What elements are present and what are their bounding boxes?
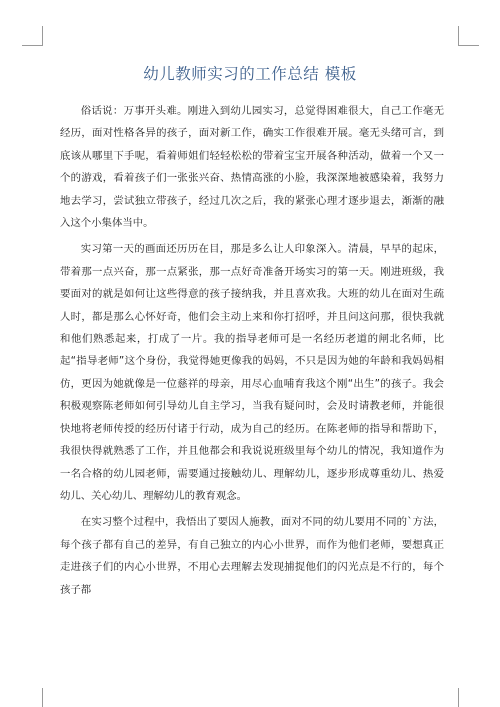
crop-mark-bottom-left xyxy=(42,688,43,707)
crop-mark-top-left xyxy=(42,26,43,46)
crop-mark-top-right-h xyxy=(458,45,479,46)
paragraph-1: 俗话说：万事开头难。刚进入到幼儿园实习，总觉得困难很大，自己工作毫无经历，面对性格各异的孩子，面对新工作，确实工作很难开展。毫无头绪可言，到底该从哪里下手呢，看着师姐们轻轻松松的带着宝宝开展各种活动，做着一个又一个的游戏，看着孩子们一张张兴奋、热情高涨的小脸，我深深地被感染着，我努力地去学习，尝试独立带孩子，经过几次之后，我的紧张心理才逐步退去，渐渐的融入这个小集体当中。 xyxy=(60,105,444,230)
document-title: 幼儿教师实习的工作总结 模板 xyxy=(143,65,357,83)
paragraph-2: 实习第一天的画面还历历在目，那是多么让人印象深入。清晨，早早的起床，带着那一点兴奋，那一点紧张，那一点好奇准备开场实习的第一天。刚进班级，我要面对的就是如何让这些得意的孩子接纳我，并且喜欢我。大班的幼儿在面对生疏人时，都是那么心怀好奇，他们会主动上来和你打招呼，并且问这问那，很快我就和他们熟悉起来，打成了一片。我的指导老师可是一名经历老道的闸北名师，比起“指导老师”这个身份，我觉得她更像我的妈妈，不只是因为她的年龄和我妈妈相仿，更因为她就像是一位慈祥的母亲，用尽心血哺育我这个刚“出生”的孩子。我会积极观察陈老师如何引导幼儿自主学习，当我有疑问时，会及时请教老师，并能很快地将老师传授的经历付诸于行动，成为自己的经历。在陈老师的指导和帮助下，我很快得就熟悉了工作，并且他都会和我说说班级里每个幼儿的情况，我知道作为一名合格的幼儿园老师，需要通过接触幼儿、理解幼儿，逐步形成尊重幼儿、热爱幼儿、关心幼儿、理解幼儿的教育观念。 xyxy=(60,243,444,502)
crop-mark-bottom-right xyxy=(458,688,459,707)
crop-mark-top-left-h xyxy=(22,45,43,46)
paragraph-3: 在实习整个过程中，我悟出了要因人施教，面对不同的幼儿要用不同的`方法，每个孩子都有自己的差异，有自己独立的内心小世界，而作为他们老师，要想真正走进孩子们的内心小世界，不用心去理解去发现捕捉他们的闪光点是不行的，每个孩子都 xyxy=(60,516,444,596)
document-body xyxy=(60,100,444,605)
crop-mark-top-right xyxy=(458,26,459,46)
